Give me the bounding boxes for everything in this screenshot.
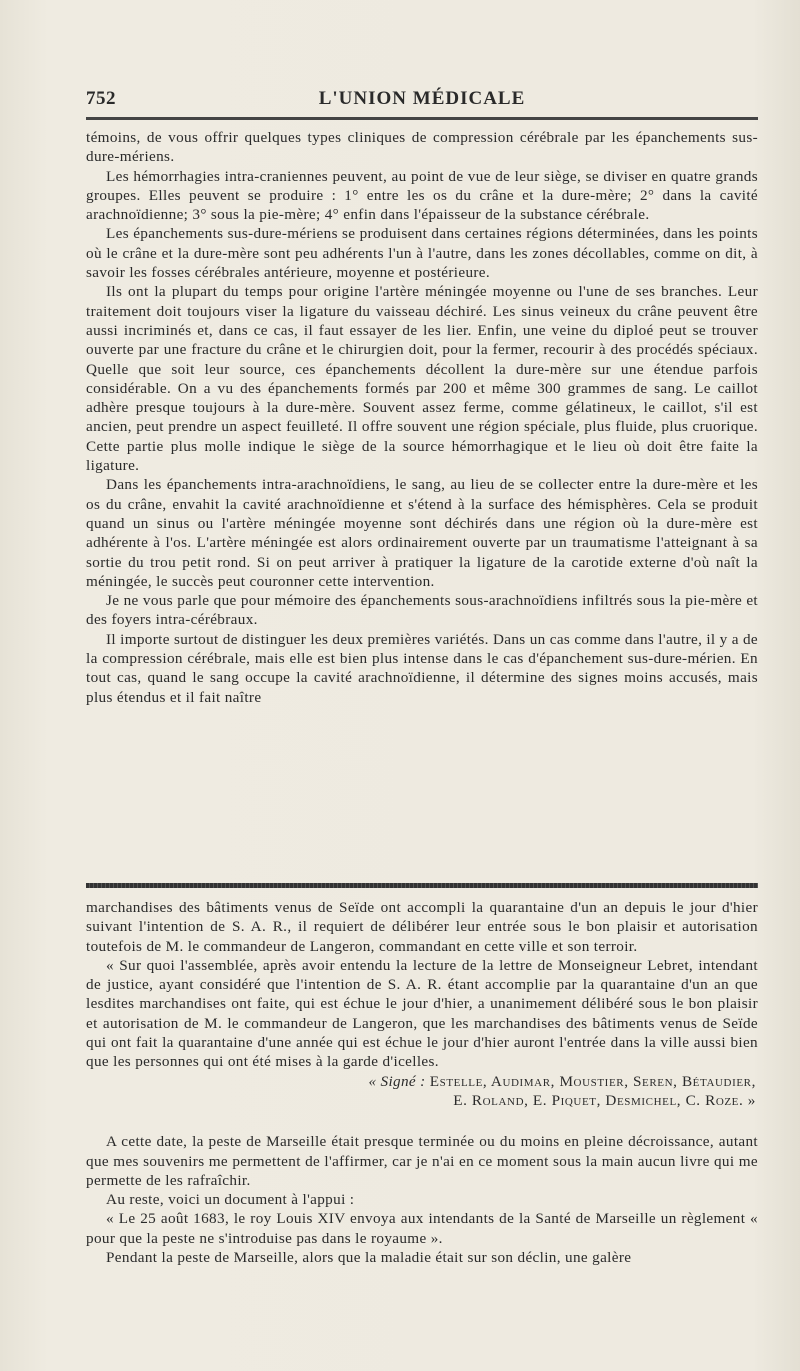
journal-title: L'UNION MÉDICALE bbox=[318, 88, 526, 109]
paragraph: Il importe surtout de distinguer les deux premières variétés. Dans un cas comme dans l'autre, il y a de la compression cérébrale, mais elle est bien plus intense dans le cas d'épanchement sus-dure-mérien. En tout cas, quand le sang occupe la cavité arachnoïdienne, il détermine des signes moins accusés, mais plus étendus et il fait naître bbox=[86, 630, 759, 706]
paragraph: A cette date, la peste de Marseille était presque terminée ou du moins en pleine décroissance, autant que mes souvenirs me permettent de l'affirmer, car je n'ai en ce moment sous la main aucun livre qui me permette de les rafraîchir. bbox=[86, 1133, 758, 1189]
upper-column bbox=[86, 128, 758, 707]
paragraph-gap bbox=[86, 1110, 758, 1132]
signature-names-1: Estelle, Audimar, Moustier, Seren, Bétaudier, bbox=[429, 1072, 756, 1090]
section-divider bbox=[86, 883, 758, 888]
signature-names-2: E. Roland, E. Piquet, Desmichel, C. Roze. » bbox=[453, 1091, 756, 1109]
page-number: 752 bbox=[86, 88, 116, 109]
paragraph: témoins, de vous offrir quelques types cliniques de compression cérébrale par les épanchements sus-dure-mériens. bbox=[86, 129, 758, 166]
lower-column bbox=[86, 898, 758, 1267]
paragraph: Pendant la peste de Marseille, alors que la maladie était sur son déclin, une galère bbox=[106, 1249, 632, 1267]
paragraph: Je ne vous parle que pour mémoire des épanchements sous-arachnoïdiens infiltrés sous la pie-mère et des foyers intra-cérébraux. bbox=[86, 592, 758, 629]
paragraph: Les hémorrhagies intra-craniennes peuvent, au point de vue de leur siège, se diviser en quatre grands groupes. Elles peuvent se produire : 1° entre les os du crâne et la dure-mère; 2° dans la cavité arachnoïdienne; 3° sous la pie-mère; 4° enfin dans l'épaisseur de la substance cérébrale. bbox=[86, 167, 758, 224]
signature-line-1 bbox=[86, 1072, 758, 1091]
paragraph: Au reste, voici un document à l'appui : bbox=[106, 1191, 355, 1209]
paragraph: marchandises des bâtiments venus de Seïde ont accompli la quarantaine d'un an depuis le jour d'hier suivant l'intention de S. A. R., il requiert de délibérer leur entrée sous le bon plaisir et autorisation toutefois de M. le commandeur de Langeron, commandant en cette ville et son terroir. bbox=[86, 899, 758, 955]
paragraph: Ils ont la plupart du temps pour origine l'artère méningée moyenne ou l'une de ses branches. Leur traitement doit toujours viser la ligature du vaisseau déchiré. Les sinus veineux du crâne peuvent être aussi incriminés et, dans ce cas, il faut essayer de les lier. Enfin, une veine du diploé peut se trouver ouverte par une fracture du crâne et le chirurgien doit, pour la fermer, recourir à des procédés spéciaux. Quelle que soit leur source, ces épanchements décollent la dure-mère sur une étendue parfois considérable. On a vu des épanchements formés par 200 et même 300 grammes de sang. Le caillot adhère presque toujours à la dure-mère. Souvent assez ferme, comme gélatineux, le caillot, s'il est ancien, peut prendre un aspect feuilleté. Il offre souvent une région spéciale, plus fluide, plus cruorique. Cette partie plus molle indique le siège de la source hémorrhagique et le lieu où doit être faite la ligature. bbox=[86, 283, 758, 475]
signature-line-2 bbox=[86, 1091, 758, 1110]
paragraph: « Sur quoi l'assemblée, après avoir entendu la lecture de la lettre de Monseigneur Lebret, intendant de justice, ayant considéré que l'intention de S. A. R. étant accomplie par la quarantaine d'un an que lesdites marchandises ont faite, qui est échue le jour d'hier, a unanimement délibéré sous le bon plaisir et autorisation de M. le commandeur de Langeron, que les marchandises des bâtiments venus de Seïde qui ont fait la quarantaine d'une année qui est échue le jour d'hier auront l'entrée dans la ville aussi bien que les personnes qui ont été mises à la garde d'icelles. bbox=[86, 956, 758, 1071]
paragraph: Dans les épanchements intra-arachnoïdiens, le sang, au lieu de se collecter entre la dure-mère et les os du crâne, envahit la cavité arachnoïdienne et s'étend à la surface des hémisphères. Cela se produit quand un sinus ou l'artère méningée moyenne sont déchirés dans une région où la dure-mère est adhérente à l'os. L'artère méningée est alors ordinairement ouverte par un traumatisme l'atteignant à sa sortie du trou petit rond. Si on peut arriver à pratiquer la ligature de la carotide externe d'où naît la méningée, le succès peut couronner cette intervention. bbox=[86, 476, 758, 590]
page-header bbox=[86, 88, 758, 112]
paragraph: Les épanchements sus-dure-mériens se produisent dans certaines régions déterminées, dans les points où le crâne et la dure-mère sont peu adhérents l'un à l'autre, dans les zones décollables, comme on dit, à savoir les fosses cérébrales antérieure, moyenne et postérieure. bbox=[86, 225, 758, 282]
paragraph: « Le 25 août 1683, le roy Louis XIV envoya aux intendants de la Santé de Marseille un règlement « pour que la peste ne s'introduise pas dans le royaume ». bbox=[86, 1210, 758, 1247]
header-rule bbox=[86, 117, 758, 120]
signature-lead: « Signé : bbox=[368, 1072, 426, 1090]
